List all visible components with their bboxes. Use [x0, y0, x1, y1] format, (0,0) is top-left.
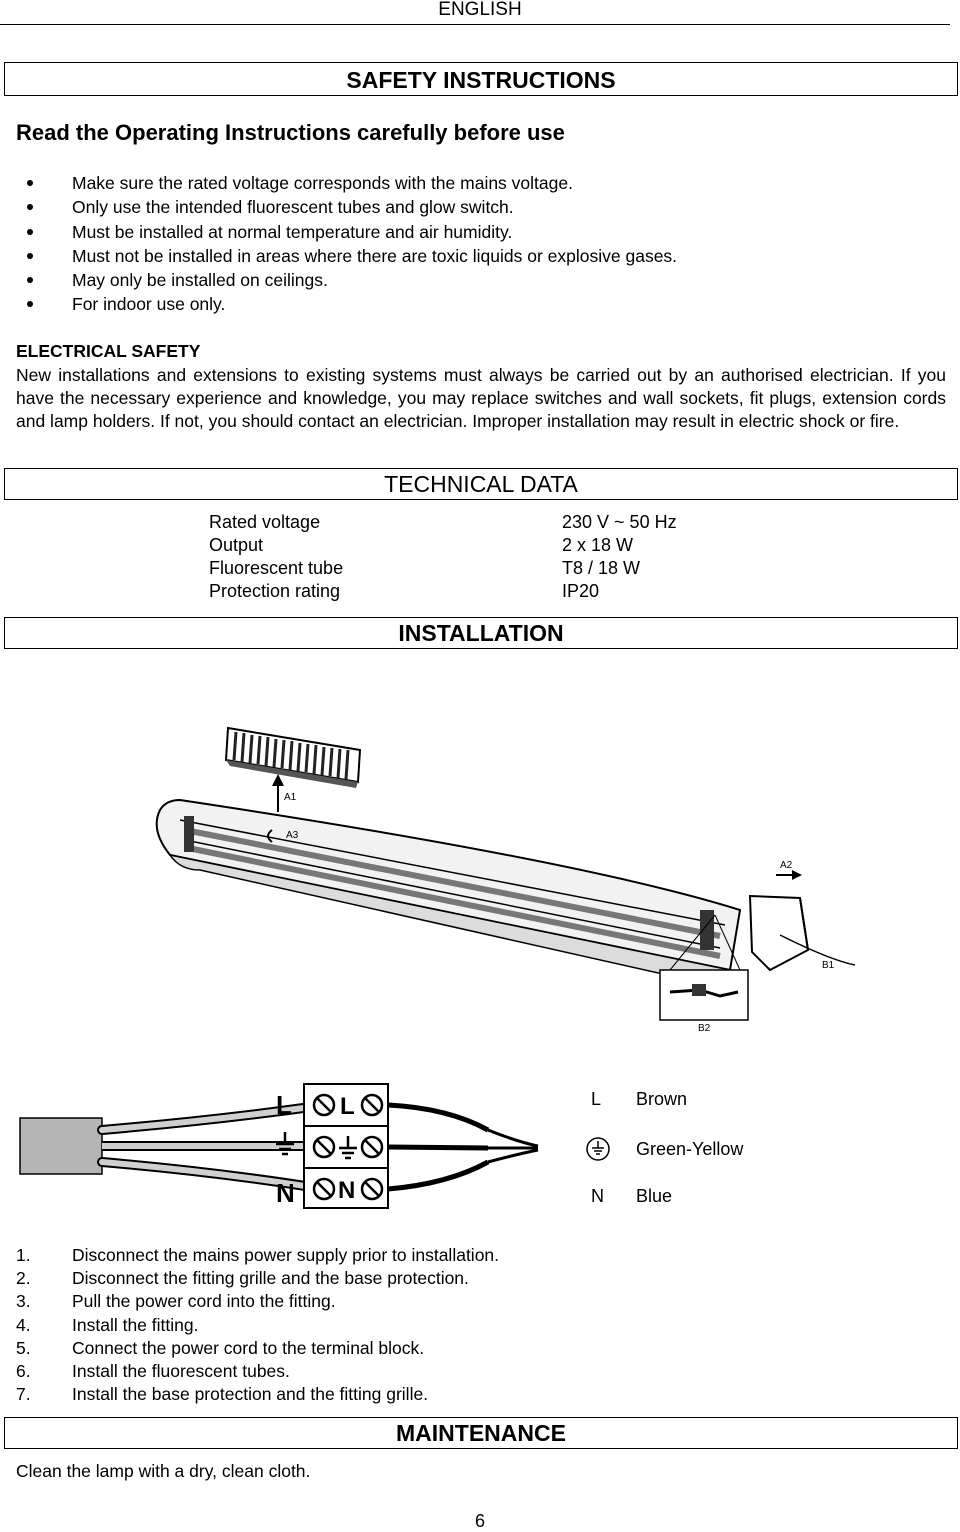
installation-steps [0, 1244, 499, 1406]
bullet-icon [27, 180, 33, 186]
section-title: TECHNICAL DATA [384, 471, 578, 497]
list-item [0, 245, 677, 269]
earth-icon [585, 1136, 611, 1162]
spec-label: Fluorescent tube [209, 558, 344, 578]
installation-header [4, 617, 958, 649]
terminal-block-l-label: L [340, 1093, 355, 1120]
end-cap-illustration [750, 896, 855, 970]
wire-code-n: N [591, 1186, 604, 1206]
list-item [0, 1244, 499, 1267]
technical-data-header [4, 468, 958, 500]
step-text: Disconnect the fitting grille and the base protection. [72, 1268, 469, 1289]
step-number: 3. [16, 1291, 31, 1312]
list-item [0, 269, 677, 293]
spec-value: IP20 [562, 581, 600, 601]
section-title: SAFETY INSTRUCTIONS [346, 67, 616, 93]
list-item [0, 1267, 499, 1290]
lamp-fitting-diagram [140, 720, 860, 1040]
bullet-icon [27, 301, 33, 307]
label-a2: A2 [780, 860, 793, 871]
bullet-text: May only be installed on ceilings. [72, 270, 328, 291]
step-text: Install the fluorescent tubes. [72, 1360, 290, 1381]
electrical-safety-text: New installations and extensions to existing systems must always be carried out by an authorised electrician. If you have the necessary experience and knowledge, you may replace switches and wall sockets, fit plugs, extension cords and lamp holders. If not, you should contact an electrician. Improper installation may result in electric shock or fire. [16, 365, 946, 431]
bullet-text: Only use the intended fluorescent tubes and glow switch. [72, 197, 514, 218]
fitting-grille-illustration [226, 728, 360, 788]
step-number: 2. [16, 1268, 31, 1289]
spec-value: 230 V ~ 50 Hz [562, 512, 677, 532]
bullet-icon [27, 253, 33, 259]
list-item [0, 1360, 499, 1383]
step-text: Install the fitting. [72, 1314, 199, 1335]
bullet-text: Must be installed at normal temperature and air humidity. [72, 221, 513, 242]
terminal-l-label: L [276, 1090, 292, 1120]
bullet-icon [27, 277, 33, 283]
spec-label: Output [209, 535, 264, 555]
bullet-icon [27, 204, 33, 210]
language-header: ENGLISH [438, 0, 522, 20]
bullet-text: For indoor use only. [72, 294, 226, 315]
step-text: Disconnect the mains power supply prior to installation. [72, 1245, 500, 1265]
list-item [0, 196, 677, 220]
list-item [0, 1290, 499, 1313]
electrical-safety-heading: ELECTRICAL SAFETY [16, 341, 201, 361]
terminal-n-label: N [276, 1178, 295, 1208]
bullet-text: Must not be installed in areas where there are toxic liquids or explosive gases. [72, 245, 678, 266]
list-item [0, 293, 677, 317]
wire-code-l: L [591, 1089, 602, 1109]
list-item [0, 221, 677, 245]
step-text: Pull the power cord into the fitting. [72, 1291, 336, 1312]
header-rule [0, 24, 950, 25]
step-number: 1. [16, 1245, 31, 1265]
safety-bullet-list [0, 172, 677, 318]
wire-color: Green-Yellow [636, 1139, 744, 1159]
power-cord-illustration [20, 1118, 102, 1174]
section-title: MAINTENANCE [396, 1420, 566, 1446]
read-instructions-heading: Read the Operating Instructions carefully before use [16, 120, 565, 145]
step-number: 6. [16, 1360, 31, 1381]
page-number: 6 [474, 1511, 485, 1531]
step-text: Connect the power cord to the terminal block. [72, 1337, 425, 1358]
list-item [0, 172, 677, 196]
step-number: 7. [16, 1384, 31, 1405]
wiring-diagram [18, 1080, 578, 1210]
list-item [0, 1383, 499, 1406]
label-b2: B2 [698, 1023, 711, 1034]
fitting-housing-illustration [157, 800, 740, 988]
step-text: Install the base protection and the fitting grille. [72, 1384, 429, 1405]
label-a1: A1 [284, 792, 297, 803]
step-number: 5. [16, 1337, 31, 1358]
terminal-block-n-label: N [338, 1177, 356, 1204]
bullet-text: Make sure the rated voltage corresponds with the mains voltage. [72, 173, 573, 193]
section-title: INSTALLATION [398, 620, 564, 646]
spec-value: T8 / 18 W [562, 558, 641, 578]
list-item [0, 1337, 499, 1360]
arrow-head-icon [792, 870, 802, 880]
list-item [0, 1314, 499, 1337]
label-b1: B1 [822, 960, 835, 971]
arrow-head-icon [272, 774, 284, 786]
spec-label: Rated voltage [209, 512, 321, 532]
wire-color: Brown [636, 1089, 688, 1109]
spec-value: 2 x 18 W [562, 535, 634, 555]
step-number: 4. [16, 1314, 31, 1335]
safety-instructions-header [4, 62, 958, 96]
spec-label: Protection rating [209, 581, 341, 601]
maintenance-text: Clean the lamp with a dry, clean cloth. [16, 1461, 311, 1481]
wire-color: Blue [636, 1186, 673, 1206]
maintenance-header [4, 1417, 958, 1449]
bullet-icon [27, 229, 33, 235]
label-a3: A3 [286, 830, 299, 841]
